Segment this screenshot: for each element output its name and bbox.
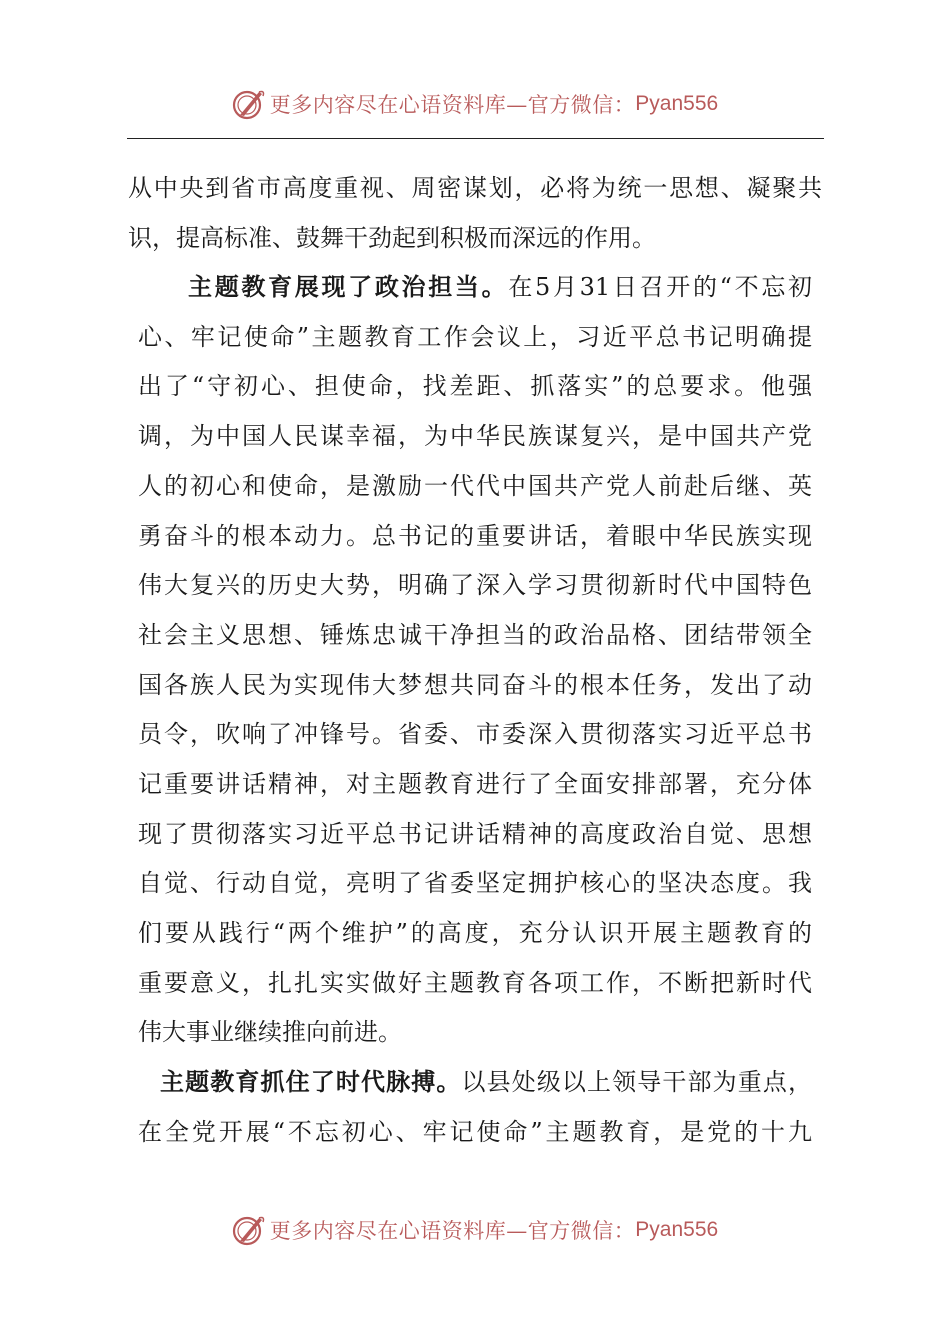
header-banner xyxy=(0,84,950,124)
paragraph-heading: 主题教育抓住了时代脉搏。 xyxy=(160,1067,462,1096)
text-line: 在全党开展“不忘初心、牢记使命”主题教育，是党的十九 xyxy=(138,1118,812,1146)
text-line: 出了“守初心、担使命，找差距、抓落实”的总要求。他强 xyxy=(138,372,812,400)
text-line: 心、牢记使命”主题教育工作会议上，习近平总书记明确提 xyxy=(138,323,812,351)
wechat-id: Pyan556 xyxy=(635,92,719,115)
paragraph-heading-line: 主题教育抓住了时代脉搏。以县处级以上领导干部为重点， xyxy=(160,1067,813,1096)
footer-banner xyxy=(0,1210,950,1250)
text-line: 记重要讲话精神，对主题教育进行了全面安排部署，充分体 xyxy=(138,770,812,798)
text-line: 国各族人民为实现伟大梦想共同奋斗的根本任务，发出了动 xyxy=(138,671,812,699)
quill-logo-icon xyxy=(232,87,266,121)
text-line: 从中央到省市高度重视、周密谋划，必将为统一思想、凝聚共 xyxy=(128,174,822,202)
quill-logo-icon xyxy=(232,1213,266,1247)
wechat-id: Pyan556 xyxy=(635,1218,719,1241)
text-line: 识，提高标准、鼓舞干劲起到积极而深远的作用。 xyxy=(128,224,656,252)
banner-text: 更多内容尽在心语资料库—官方微信： xyxy=(269,1219,636,1243)
text-line: 们要从践行“两个维护”的高度，充分认识开展主题教育的 xyxy=(138,919,812,947)
text-line: 社会主义思想、锤炼忠诚干净担当的政治品格、团结带领全 xyxy=(138,621,812,649)
text-line: 自觉、行动自觉，亮明了省委坚定拥护核心的坚决态度。我 xyxy=(138,869,812,897)
header-divider xyxy=(127,138,824,139)
text-line: 伟大事业继续推向前进。 xyxy=(138,1018,402,1046)
banner-text: 更多内容尽在心语资料库—官方微信： xyxy=(269,93,636,117)
paragraph-heading: 主题教育展现了政治担当。 xyxy=(188,272,509,301)
text-line: 伟大复兴的历史大势，明确了深入学习贯彻新时代中国特色 xyxy=(138,571,812,599)
text-line: 人的初心和使命，是激励一代代中国共产党人前赴后继、英 xyxy=(138,472,812,500)
text-line: 员令，吹响了冲锋号。省委、市委深入贯彻落实习近平总书 xyxy=(138,720,812,748)
text-line: 重要意义，扎扎实实做好主题教育各项工作，不断把新时代 xyxy=(138,969,812,997)
text-line: 现了贯彻落实习近平总书记讲话精神的高度政治自觉、思想 xyxy=(138,820,812,848)
paragraph-heading-line: 主题教育展现了政治担当。在5月31日召开的“不忘初 xyxy=(188,272,813,301)
text-line: 勇奋斗的根本动力。总书记的重要讲话，着眼中华民族实现 xyxy=(138,522,812,550)
text-line: 调，为中国人民谋幸福，为中华民族谋复兴，是中国共产党 xyxy=(138,422,812,450)
